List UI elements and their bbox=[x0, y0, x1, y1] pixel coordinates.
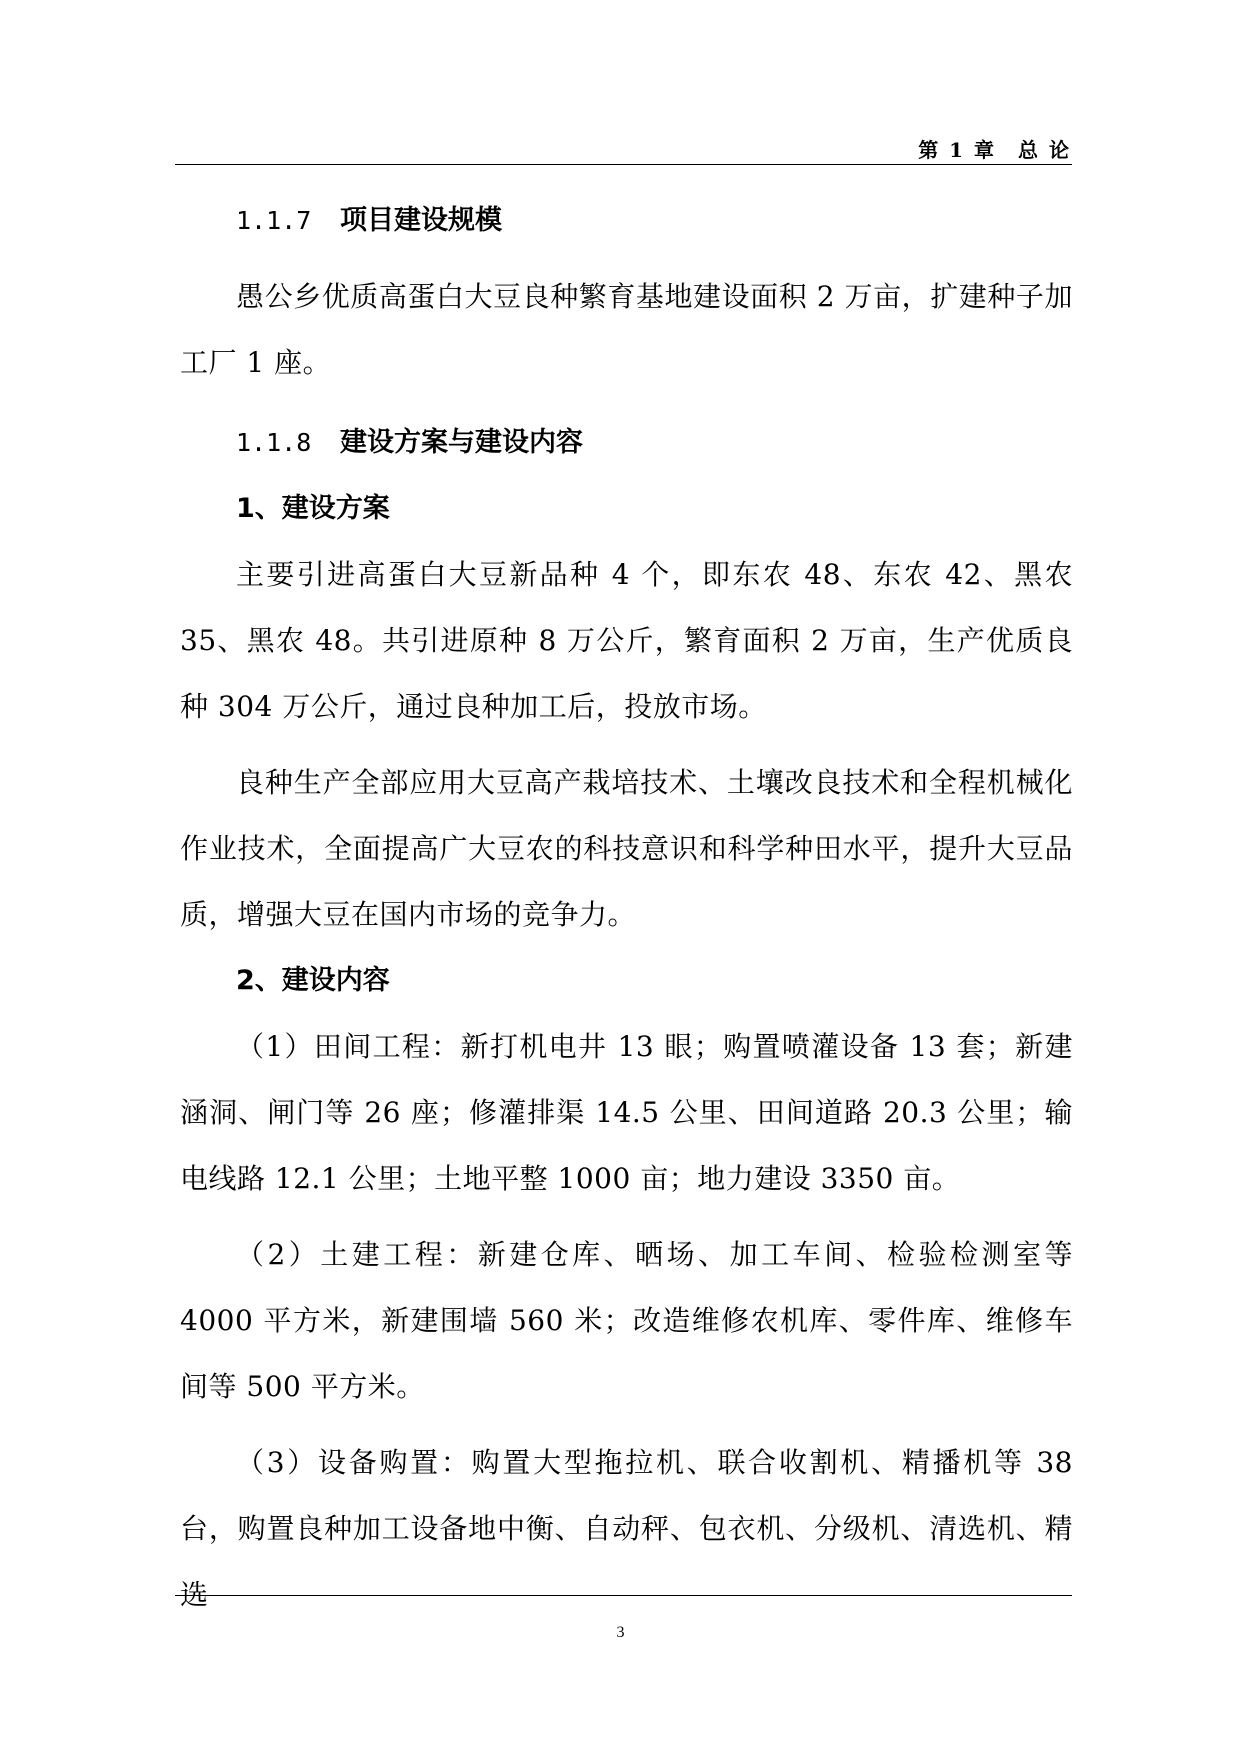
footer-divider bbox=[175, 1595, 1072, 1596]
section-number: 1.1.8 bbox=[236, 428, 312, 457]
subheading-plan: 1、建设方案 bbox=[236, 493, 390, 524]
paragraph-equipment: （3）设备购置：购置大型拖拉机、联合收割机、精播机等 38 台，购置良种加工设备地中衡、自动秤、包衣机、分级机、清选机、精选 bbox=[180, 1446, 1073, 1611]
document-body bbox=[180, 188, 1073, 1628]
running-header: 第 1 章 总 论 bbox=[918, 138, 1071, 162]
section-heading-1-1-7 bbox=[180, 188, 1073, 254]
paragraph-plan-varieties: 主要引进高蛋白大豆新品种 4 个，即东农 48、东农 42、黑农 35、黑农 48。共引进原种 8 万公斤，繁育面积 2 万亩，生产优质良种 304 万公斤，通过良种加工后，投放市场。 bbox=[180, 558, 1073, 723]
paragraph-scale: 愚公乡优质高蛋白大豆良种繁育基地建设面积 2 万亩，扩建种子加工厂 1 座。 bbox=[180, 280, 1073, 379]
header-divider bbox=[175, 164, 1072, 165]
section-number: 1.1.7 bbox=[236, 206, 312, 235]
paragraph-field-engineering: （1）田间工程：新打机电井 13 眼；购置喷灌设备 13 套；新建涵洞、闸门等 26 座；修灌排渠 14.5 公里、田间道路 20.3 公里；输电线路 12.1 公里；土地平整 1000 亩；地力建设 3350 亩。 bbox=[180, 1030, 1073, 1195]
paragraph-plan-technology: 良种生产全部应用大豆高产栽培技术、土壤改良技术和全程机械化作业技术，全面提高广大豆农的科技意识和科学种田水平，提升大豆品质，增强大豆在国内市场的竞争力。 bbox=[180, 766, 1073, 931]
subheading-content: 2、建设内容 bbox=[236, 965, 390, 996]
section-title: 建设方案与建设内容 bbox=[340, 427, 583, 458]
section-title: 项目建设规模 bbox=[340, 205, 502, 236]
paragraph-civil-engineering: （2）土建工程：新建仓库、晒场、加工车间、检验检测室等 4000 平方米，新建围墙 560 米；改造维修农机库、零件库、维修车间等 500 平方米。 bbox=[180, 1238, 1073, 1403]
section-heading-1-1-8 bbox=[180, 410, 1073, 476]
page-number: 3 bbox=[616, 1624, 625, 1641]
